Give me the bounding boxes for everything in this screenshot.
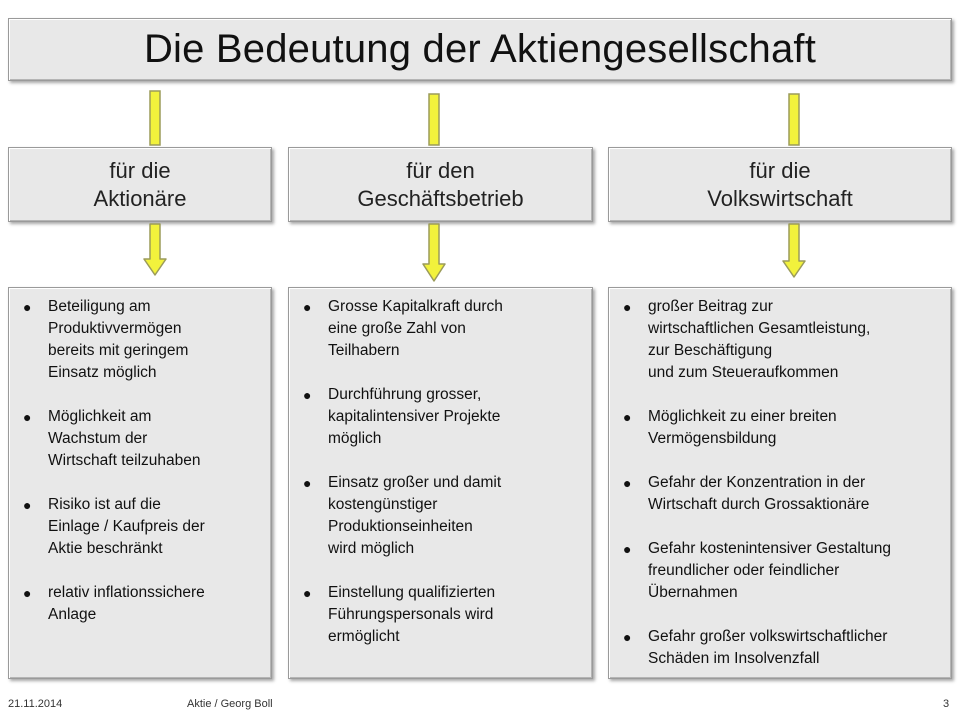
list-item-text: Gefahr kostenintensiver Gestaltung freundlicher oder feindlicher Übernahmen <box>648 540 891 601</box>
list-item-text: Gefahr großer volkswirtschaftlicher Schäden im Insolvenzfall <box>648 628 888 667</box>
list-item <box>23 406 257 472</box>
bullet-icon: ● <box>623 299 632 315</box>
bullet-icon: ● <box>23 497 32 513</box>
list-item <box>303 296 578 362</box>
arrow-top-2 <box>427 93 441 146</box>
list-item-text: Grosse Kapitalkraft durch eine große Zahl von Teilhabern <box>328 298 503 359</box>
bullet-icon: ● <box>303 299 312 315</box>
bullet-icon: ● <box>303 585 312 601</box>
list-item-text: Durchführung grosser, kapitalintensiver Projekte möglich <box>328 386 501 447</box>
arrow-top-1 <box>148 90 162 146</box>
bullet-icon: ● <box>623 541 632 557</box>
heading-aktionaere <box>8 147 272 222</box>
bullet-icon: ● <box>23 585 32 601</box>
heading-line2: Volkswirtschaft <box>707 185 853 211</box>
footer-date: 21.11.2014 <box>8 698 63 710</box>
list-volkswirtschaft <box>608 287 952 679</box>
heading-line1: für die <box>109 157 171 183</box>
footer-page-number: 3 <box>943 698 950 710</box>
list-item <box>23 296 257 384</box>
list-item-text: Risiko ist auf die Einlage / Kaufpreis der Aktie beschränkt <box>48 496 205 557</box>
bullet-icon: ● <box>623 629 632 645</box>
list-item-text: Einsatz großer und damit kostengünstiger Produktionseinheiten wird möglich <box>328 474 502 557</box>
list-item <box>623 296 937 384</box>
list-geschaeftsbetrieb <box>288 287 593 679</box>
arrow-top-3 <box>787 93 801 146</box>
list-item <box>303 384 578 450</box>
footer-author: Aktie / Georg Boll <box>187 698 273 710</box>
bullet-icon: ● <box>623 475 632 491</box>
list-item <box>623 472 937 516</box>
list-item <box>23 494 257 560</box>
heading-volkswirtschaft <box>608 147 952 222</box>
heading-geschaeftsbetrieb <box>288 147 593 222</box>
arrow-down-2 <box>421 223 447 283</box>
list-item-text: Gefahr der Konzentration in der Wirtschaft durch Grossaktionäre <box>648 474 870 513</box>
list-item <box>303 582 578 648</box>
list-item-text: relativ inflationssichere Anlage <box>48 584 205 623</box>
page-title: Die Bedeutung der Aktiengesellschaft <box>143 27 817 71</box>
list-item-text: Möglichkeit zu einer breiten Vermögensbildung <box>648 408 837 447</box>
list-item <box>23 582 257 626</box>
heading-line2: Geschäftsbetrieb <box>357 185 524 211</box>
list-item <box>623 626 937 670</box>
title-box <box>8 18 952 81</box>
list-item <box>623 406 937 450</box>
list-item-text: Möglichkeit am Wachstum der Wirtschaft teilzuhaben <box>48 408 201 469</box>
bullet-icon: ● <box>23 409 32 425</box>
list-aktionaere <box>8 287 272 679</box>
list-item-text: Einstellung qualifizierten Führungspersonals wird ermöglicht <box>328 584 496 645</box>
heading-line2: Aktionäre <box>93 185 187 211</box>
list-item <box>303 472 578 560</box>
bullet-icon: ● <box>623 409 632 425</box>
bullet-icon: ● <box>23 299 32 315</box>
list-item-text: großer Beitrag zur wirtschaftlichen Gesamtleistung, zur Beschäftigung und zum Steueraufkommen <box>648 298 871 381</box>
heading-line1: für den <box>406 157 475 183</box>
list-item-text: Beteiligung am Produktivvermögen bereits mit geringem Einsatz möglich <box>48 298 189 381</box>
list-item <box>623 538 937 604</box>
arrow-down-3 <box>781 223 807 279</box>
bullet-icon: ● <box>303 387 312 403</box>
arrow-down-1 <box>142 223 168 277</box>
heading-line1: für die <box>749 157 811 183</box>
bullet-icon: ● <box>303 475 312 491</box>
